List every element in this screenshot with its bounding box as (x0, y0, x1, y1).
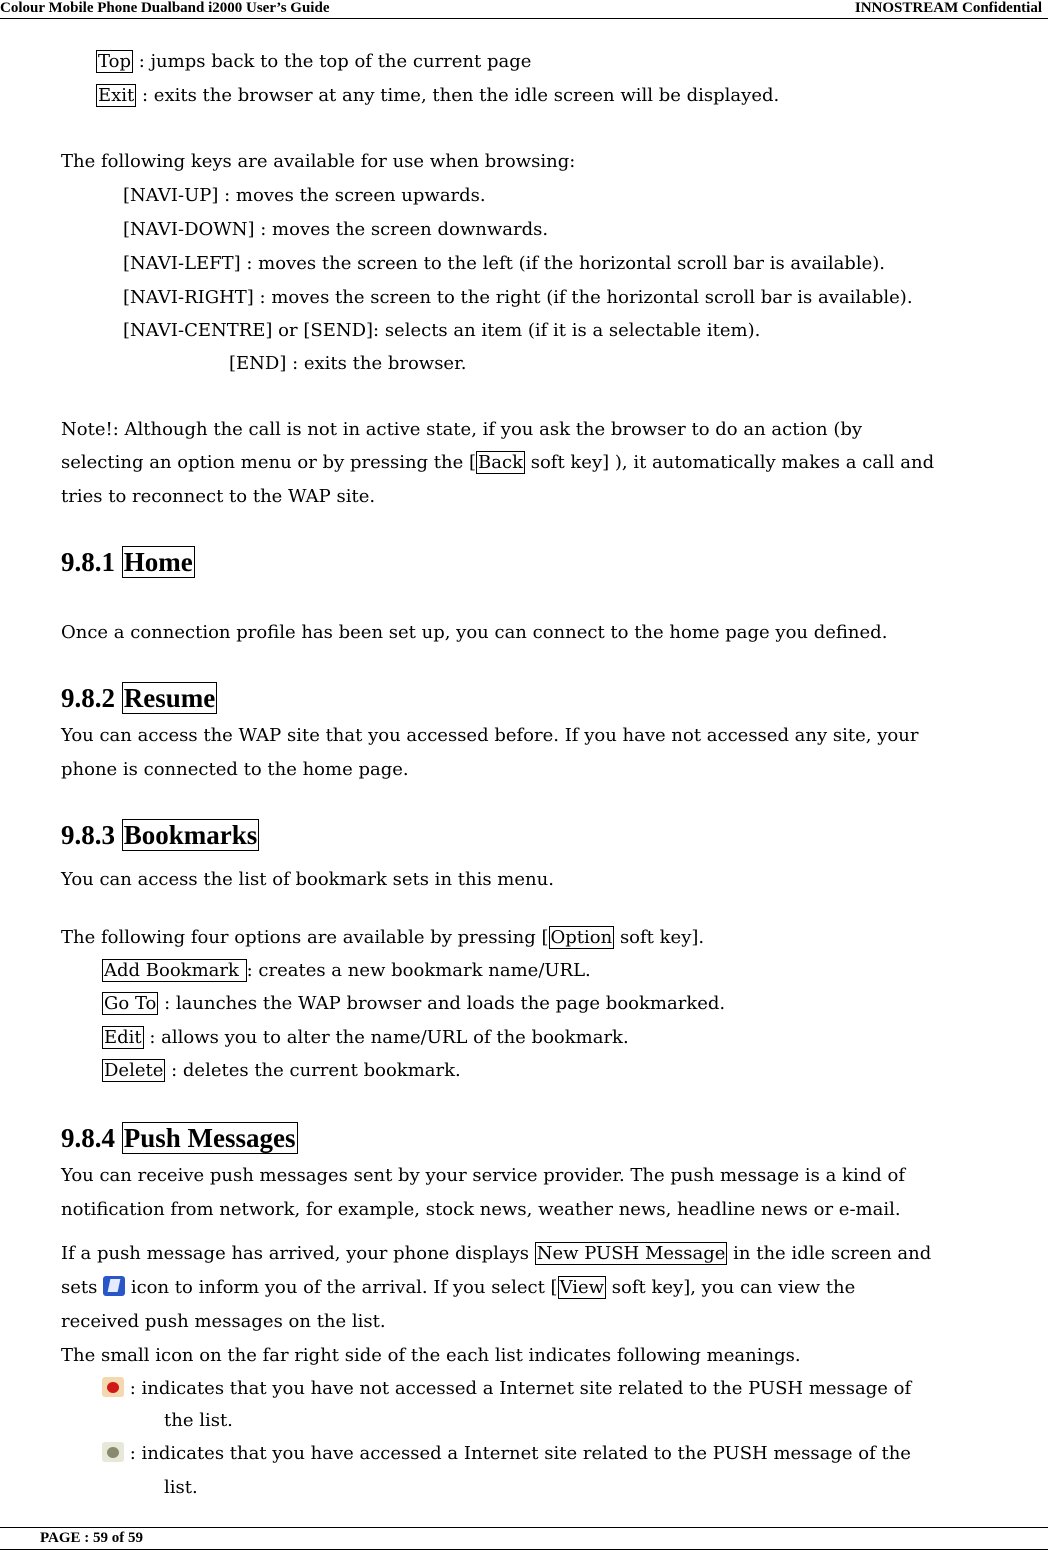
accessed-desc: : indicates that you have accessed a Internet site related to the PUSH message of the (124, 1443, 911, 1464)
read-push-icon (102, 1442, 124, 1462)
bookmark-option-key: Edit (104, 1027, 142, 1048)
push-line-4b: icon to inform you of the arrival. If you select [ (125, 1277, 558, 1298)
view-key: View (559, 1277, 605, 1298)
push-line-6: The small icon on the far right side of the each list indicates following meanings. (61, 1345, 801, 1366)
key-end: [END] : exits the browser. (229, 353, 467, 374)
not-accessed-line-2: the list. (164, 1410, 233, 1431)
resume-line-2: phone is connected to the home page. (61, 759, 409, 780)
top-key-line (96, 50, 531, 74)
bookmarks-line-2b: soft key]. (614, 927, 705, 948)
push-message-icon (103, 1276, 125, 1296)
unread-push-icon (102, 1377, 124, 1397)
top-key: Top (98, 51, 131, 72)
top-key-desc: : jumps back to the top of the current page (132, 51, 532, 72)
header-confidential: INNOSTREAM Confidential (854, 0, 1042, 16)
bookmarks-line-2 (61, 926, 704, 950)
new-push-message-label: New PUSH Message (536, 1243, 726, 1264)
bookmark-option-desc: : deletes the current bookmark. (165, 1060, 461, 1081)
footer-rule (0, 1527, 1048, 1528)
push-line-1: You can receive push messages sent by your service provider. The push message is a kind of (61, 1165, 906, 1186)
note-line-2b: soft key] ), it automatically makes a call and (524, 452, 935, 473)
push-line-5: received push messages on the list. (61, 1311, 386, 1332)
heading-bookmarks-number: 9.8.3 (61, 820, 122, 850)
resume-line-1: You can access the WAP site that you accessed before. If you have not accessed any site, your (61, 725, 919, 746)
bookmarks-line-1: You can access the list of bookmark sets in this menu. (61, 869, 554, 890)
heading-resume-title: Resume (123, 683, 216, 713)
push-line-3a: If a push message has arrived, your phone displays (61, 1243, 535, 1264)
not-accessed-desc: : indicates that you have not accessed a Internet site related to the PUSH message of (124, 1378, 912, 1399)
note-line-3: tries to reconnect to the WAP site. (61, 486, 376, 507)
keys-intro: The following keys are available for use when browsing: (61, 151, 576, 172)
heading-bookmarks (61, 818, 259, 852)
key-navi-right: [NAVI-RIGHT] : moves the screen to the right (if the horizontal scroll bar is available). (123, 287, 913, 308)
bookmark-option (102, 992, 725, 1016)
key-navi-down: [NAVI-DOWN] : moves the screen downwards. (123, 219, 549, 240)
note-line-2 (61, 451, 934, 475)
push-line-4a: sets (61, 1277, 104, 1298)
push-line-3b: in the idle screen and (727, 1243, 932, 1264)
bookmark-option (102, 1059, 461, 1083)
note-line-2a: selecting an option menu or by pressing the [ (61, 452, 477, 473)
push-line-4 (61, 1276, 855, 1300)
page-number: PAGE : 59 of 59 (40, 1530, 144, 1546)
bookmark-option-key: Add Bookmark (104, 960, 245, 981)
heading-push-messages (61, 1121, 298, 1155)
key-navi-centre: [NAVI-CENTRE] or [SEND]: selects an item (if it is a selectable item). (123, 320, 761, 341)
bookmark-option-desc: : allows you to alter the name/URL of the bookmark. (143, 1027, 629, 1048)
bookmarks-line-2a: The following four options are available by pressing [ (61, 927, 549, 948)
bookmark-option-desc: : launches the WAP browser and loads the page bookmarked. (158, 993, 726, 1014)
push-line-4c: soft key], you can view the (606, 1277, 856, 1298)
option-key: Option (550, 927, 613, 948)
exit-key: Exit (98, 85, 135, 106)
bookmark-option (102, 959, 591, 983)
accessed-line-2: list. (164, 1477, 198, 1498)
heading-home (61, 545, 195, 579)
accessed-line-1 (102, 1442, 911, 1466)
heading-home-title: Home (123, 547, 193, 577)
not-accessed-line-1 (102, 1377, 911, 1401)
push-line-3 (61, 1242, 931, 1266)
key-navi-left: [NAVI-LEFT] : moves the screen to the left (if the horizontal scroll bar is available). (123, 253, 885, 274)
exit-key-desc: : exits the browser at any time, then the idle screen will be displayed. (136, 85, 780, 106)
heading-home-number: 9.8.1 (61, 547, 122, 577)
bookmark-option-desc: : creates a new bookmark name/URL. (246, 960, 591, 981)
page-header (0, 0, 1048, 19)
bookmark-option-key: Go To (104, 993, 157, 1014)
home-text: Once a connection profile has been set up, you can connect to the home page you defined. (61, 622, 888, 643)
note-line-1: Note!: Although the call is not in active state, if you ask the browser to do an action (by (61, 419, 863, 440)
header-title: Colour Mobile Phone Dualband i2000 User’s Guide (0, 0, 330, 16)
exit-key-line (96, 84, 779, 108)
bookmark-option-key: Delete (104, 1060, 164, 1081)
push-line-2: notification from network, for example, stock news, weather news, headline news or e-mail. (61, 1199, 901, 1220)
heading-push-title: Push Messages (123, 1123, 296, 1153)
heading-resume (61, 681, 217, 715)
heading-push-number: 9.8.4 (61, 1123, 122, 1153)
bookmark-option (102, 1026, 629, 1050)
back-key: Back (478, 452, 523, 473)
key-navi-up: [NAVI-UP] : moves the screen upwards. (123, 185, 486, 206)
heading-resume-number: 9.8.2 (61, 683, 122, 713)
heading-bookmarks-title: Bookmarks (123, 820, 258, 850)
footer-rule-bottom (0, 1549, 1048, 1550)
